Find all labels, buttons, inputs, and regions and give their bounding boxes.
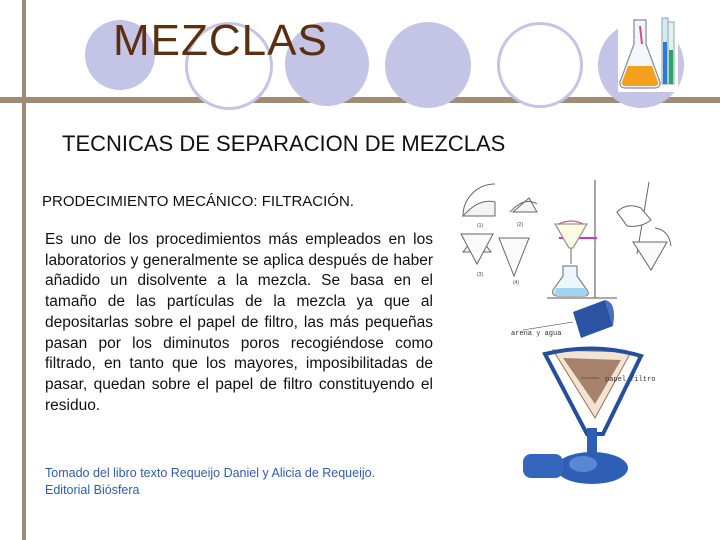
- filtration-illustration: [455, 172, 673, 490]
- label-sand-water: arena y agua: [511, 330, 562, 338]
- paper-folding-steps: [461, 184, 537, 276]
- label-2: (2): [517, 222, 524, 228]
- label-4: (4): [513, 280, 520, 286]
- body-text: Es uno de los procedimientos más empleados en los laboratorios y generalmente se aplica después de haber añadido un disolvente a la mezcla. Se basa en el tamaño de las partículas de la mezcla ya que al depositarlas sobre el papel de filtro, las más pequeñas pasan por los diminutos poros recogiéndose como filtrado, en tanto que los mayores, imposibilitadas de pasar, quedan sobre el papel de filtro constituyendo el residuo.: [45, 231, 433, 414]
- section-heading: PRODECIMIENTO MECÁNICO: FILTRACIÓN.: [42, 193, 354, 210]
- label-1: (1): [477, 223, 484, 229]
- hand-pouring-sketch: [617, 182, 671, 270]
- left-vertical-rule: [22, 0, 26, 540]
- source-line-1: Tomado del libro texto Requeijo Daniel y Alicia de Requeijo.: [45, 466, 376, 480]
- page-title: MEZCLAS: [113, 16, 328, 65]
- header-horizontal-rule: [0, 97, 720, 103]
- label-filter-paper: papel filtro: [605, 376, 656, 384]
- filtration-apparatus: [523, 300, 641, 484]
- source-line-2: Editorial Biósfera: [45, 483, 140, 497]
- decor-circle: [497, 22, 583, 108]
- source-citation: [45, 465, 375, 499]
- page-subtitle: TECNICAS DE SEPARACION DE MEZCLAS: [62, 131, 506, 156]
- lab-flasks-icon: [618, 14, 678, 92]
- ring-stand: [547, 180, 617, 298]
- decor-circle: [385, 22, 471, 108]
- label-3: (3): [477, 272, 484, 278]
